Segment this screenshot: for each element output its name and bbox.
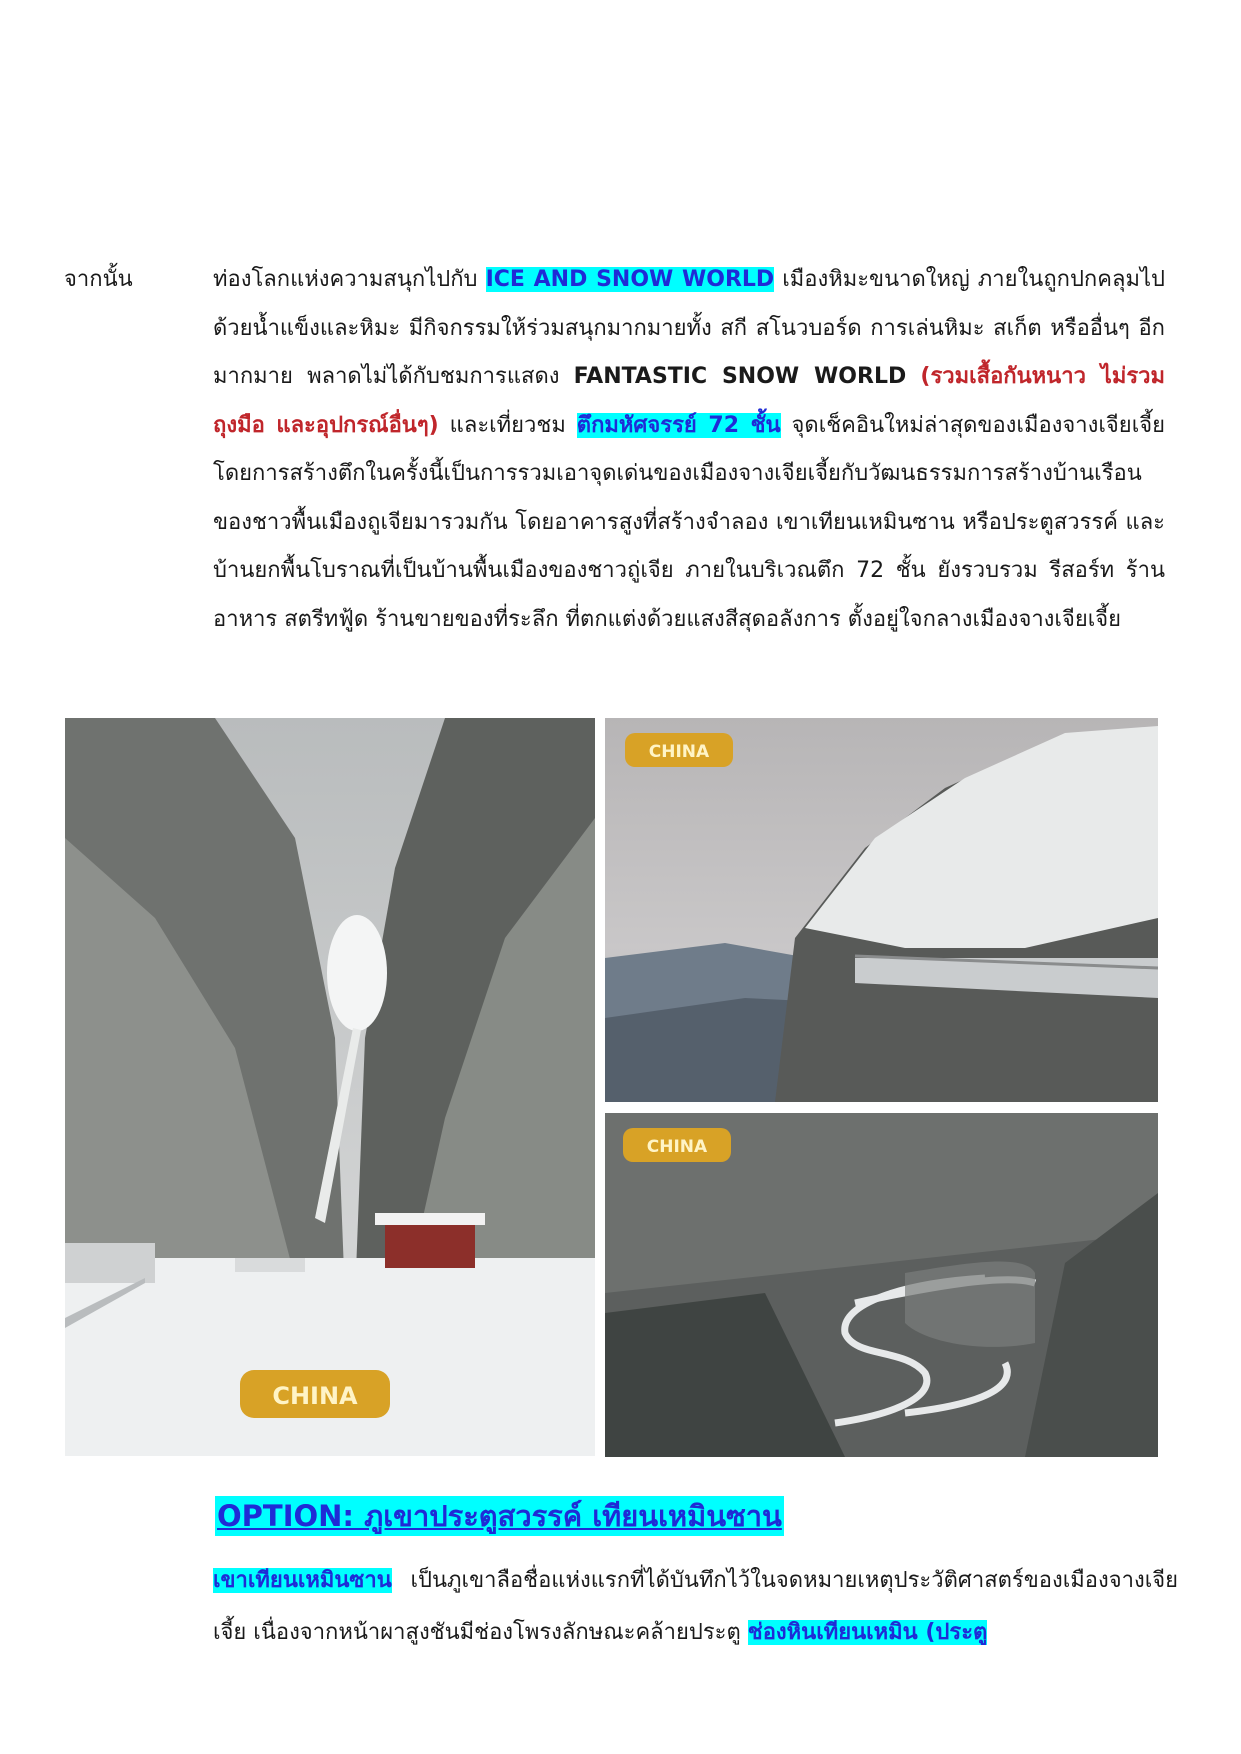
china-logo bbox=[623, 1128, 731, 1162]
winding-mountain-road-photo bbox=[605, 1113, 1158, 1457]
fantastic-snow-world: FANTASTIC SNOW WORLD bbox=[573, 364, 907, 389]
text-run: เมืองหิมะขนาดใหญ่ ภายในถูกปกคลุมไปด้วยน้ำแข็งและหิมะ มีกิจกรรมให้ร่วมสนุกมากมายทั้ง สกี สโนวบอร์ด การเล่นหิมะ สเก็ต หรืออื่นๆ อีกมากมาย พลาดไม่ได้กับชมการแสดง bbox=[213, 267, 1165, 389]
svg-text:CHINA: CHINA bbox=[272, 1382, 358, 1410]
itinerary-paragraph bbox=[213, 256, 1165, 644]
china-logo bbox=[240, 1370, 390, 1418]
china-logo bbox=[625, 733, 733, 767]
option-paragraph bbox=[213, 1555, 1178, 1659]
snowy-cliff-walkway-photo bbox=[605, 718, 1158, 1102]
tianmen-mountain-highlight: เขาเทียนเหมินซาน bbox=[213, 1568, 392, 1593]
snowy-heaven-gate-photo bbox=[65, 718, 595, 1456]
text-run: ท่องโลกแห่งความสนุกไปกับ bbox=[213, 267, 486, 292]
option-title: OPTION: ภูเขาประตูสวรรค์ เทียนเหมินซาน bbox=[215, 1496, 784, 1536]
section-label: จากนั้น bbox=[64, 267, 133, 292]
text-run bbox=[906, 364, 920, 389]
text-run: และเที่ยวชม bbox=[438, 412, 577, 438]
tianmen-cave-highlight: ช่องหินเทียนเหมิน (ประตู bbox=[747, 1620, 988, 1645]
text-run: เป็นภูเขาลือชื่อแห่งแรกที่ได้บันทึกไว้ในจดหมายเหตุประวัติศาสตร์ของเมืองจางเจียเจี้ย เนื่องจากหน้าผาสูงชันมีช่องโพรงลักษณะคล้ายประตู bbox=[213, 1568, 1178, 1645]
text-run: จุดเช็คอินใหม่ล่าสุดของเมืองจางเจียเจี้ย โดยการสร้างตึกในครั้งนี้เป็นการรวมเอาจุดเด่นของเมืองจางเจียเจี้ยกับวัฒนธรรมการสร้างบ้านเรือนของชาวพื้นเมืองถูเจียมารวมกัน โดยอาคารสูงที่สร้างจำลอง เขาเทียนเหมินซาน หรือประตูสวรรค์ และบ้านยกพื้นโบราณที่เป็นบ้านพื้นเมืองของชาวถู่เจีย ภายในบริเวณตึก 72 ชั้น ยังรวบรวม รีสอร์ท ร้านอาหาร สตรีทฟู้ด ร้านขายของที่ระลึก ที่ตกแต่งด้วยแสงสีสุดอลังการ ตั้งอยู่ใจกลางเมืองจางเจียเจี้ย bbox=[213, 412, 1165, 632]
ice-snow-world-highlight: ICE AND SNOW WORLD bbox=[485, 267, 775, 292]
svg-text:CHINA: CHINA bbox=[648, 742, 710, 762]
svg-text:CHINA: CHINA bbox=[646, 1137, 708, 1157]
coat-note: (รวมเสื้อกันหนาว ไม่รวมถุงมือ และอุปกรณ์อื่นๆ) bbox=[213, 364, 1165, 438]
72-floor-building-highlight: ตึกมหัศจรรย์ 72 ชั้น bbox=[576, 412, 781, 438]
